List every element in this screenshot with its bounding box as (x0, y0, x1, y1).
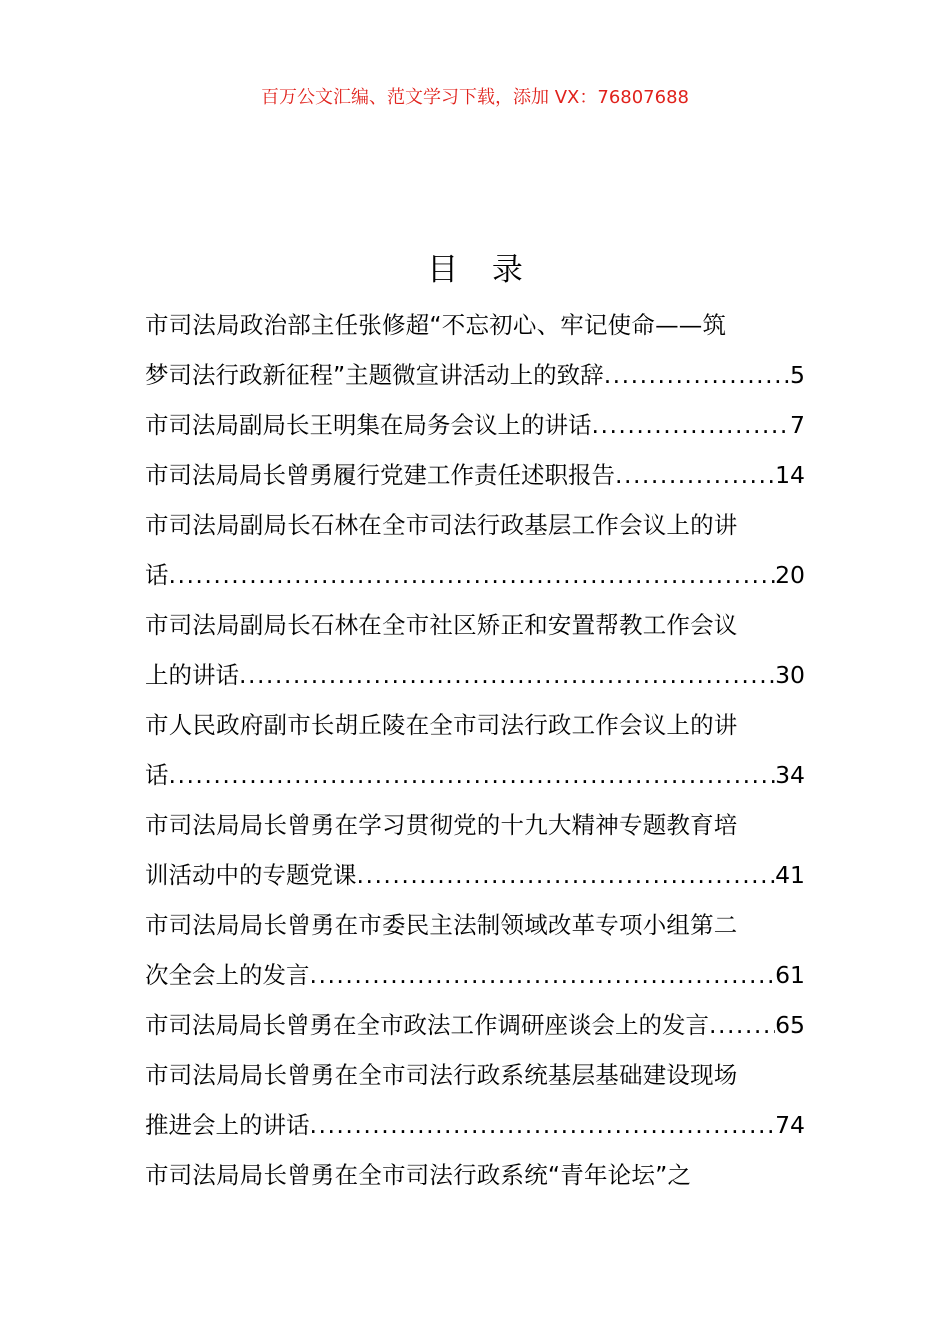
header-watermark-note: 百万公文汇编、范文学习下载，添加 VX：76807688 (261, 87, 689, 108)
toc-entry-line: 市司法局副局长石林在全市社区矫正和安置帮教工作会议 (145, 611, 738, 639)
dot-leader (310, 1100, 776, 1150)
toc-entry[interactable] (145, 900, 805, 1000)
toc-entry-text: 训活动中的专题党课 (145, 861, 357, 889)
toc-entry[interactable] (145, 600, 805, 700)
toc-entry[interactable] (145, 700, 805, 800)
dot-leader (239, 650, 775, 700)
toc-entry[interactable] (145, 1150, 805, 1200)
toc-entry-line: 市司法局局长曾勇在市委民主法制领域改革专项小组第二 (145, 911, 738, 939)
dot-leader (310, 950, 776, 1000)
toc-entry-text: 市司法局局长曾勇履行党建工作责任述职报告 (145, 461, 615, 489)
toc-page-number: 74 (775, 1111, 805, 1139)
dot-leader (709, 1000, 775, 1050)
toc-entry-text: 市司法局局长曾勇在全市政法工作调研座谈会上的发言 (145, 1011, 709, 1039)
dot-leader (592, 400, 791, 450)
toc-page-number: 20 (775, 561, 805, 589)
dot-leader (357, 850, 776, 900)
toc-entry[interactable] (145, 1050, 805, 1150)
toc-entry-line: 市司法局副局长石林在全市司法行政基层工作会议上的讲 (145, 511, 738, 539)
toc-entry-text: 话 (145, 761, 169, 789)
toc-entry-line: 市司法局局长曾勇在全市司法行政系统基层基础建设现场 (145, 1061, 738, 1089)
toc-page-number: 5 (790, 361, 805, 389)
toc-entry[interactable] (145, 500, 805, 600)
toc-entry-text: 上的讲话 (145, 661, 239, 689)
toc-title: 目 录 (427, 252, 535, 288)
toc-entry-text: 次全会上的发言 (145, 961, 310, 989)
toc-entry[interactable] (145, 300, 805, 400)
dot-leader (615, 450, 775, 500)
dot-leader (169, 750, 776, 800)
toc-entry-line: 市司法局局长曾勇在学习贯彻党的十九大精神专题教育培 (145, 811, 738, 839)
table-of-contents (145, 300, 805, 1200)
toc-page-number: 65 (775, 1011, 805, 1039)
dot-leader (169, 550, 776, 600)
toc-page-number: 14 (775, 461, 805, 489)
toc-page-number: 61 (775, 961, 805, 989)
toc-entry[interactable] (145, 450, 805, 500)
toc-page-number: 7 (790, 411, 805, 439)
toc-page-number: 30 (775, 661, 805, 689)
toc-entry[interactable] (145, 400, 805, 450)
toc-entry-text: 推进会上的讲话 (145, 1111, 310, 1139)
toc-entry-text: 市司法局副局长王明集在局务会议上的讲话 (145, 411, 592, 439)
toc-entry[interactable] (145, 800, 805, 900)
toc-entry[interactable] (145, 1000, 805, 1050)
toc-page-number: 34 (775, 761, 805, 789)
dot-leader (604, 350, 790, 400)
toc-entry-line: 市人民政府副市长胡丘陵在全市司法行政工作会议上的讲 (145, 711, 738, 739)
toc-page-number: 41 (775, 861, 805, 889)
toc-entry-line: 市司法局政治部主任张修超“不忘初心、牢记使命——筑 (145, 311, 727, 339)
toc-entry-text: 梦司法行政新征程”主题微宣讲活动上的致辞 (145, 361, 604, 389)
toc-entry-line: 市司法局局长曾勇在全市司法行政系统“青年论坛”之 (145, 1161, 692, 1189)
toc-entry-text: 话 (145, 561, 169, 589)
